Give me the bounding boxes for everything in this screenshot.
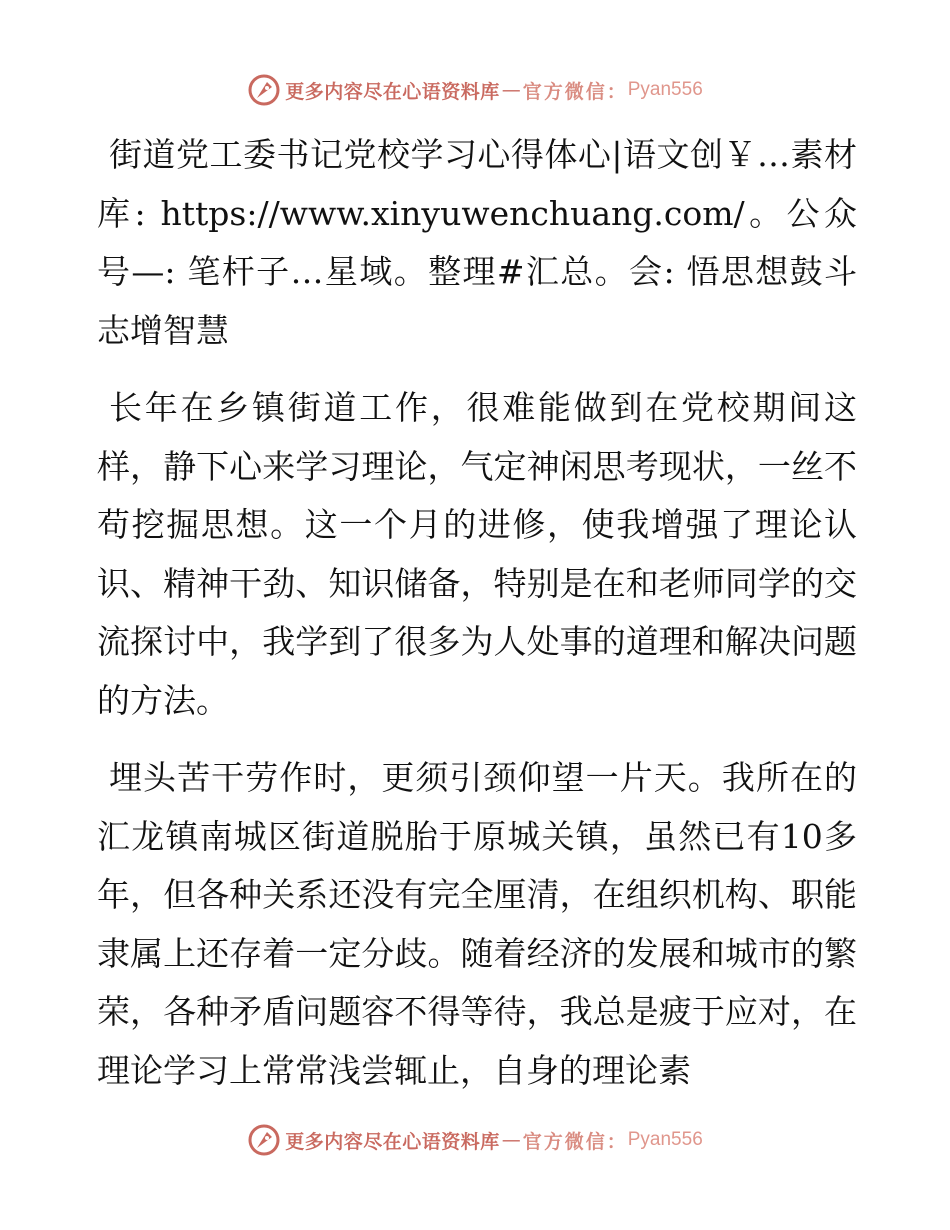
watermark-wechat-id: Pyan556 bbox=[627, 79, 703, 100]
header-watermark bbox=[0, 70, 950, 110]
paragraph: 埋头苦干劳作时，更须引颈仰望一片天。我所在的汇龙镇南城区街道脱胎于原城关镇，虽然已有10多年，但各种关系还没有完全厘清，在组织机构、职能隶属上还存着一定分歧。随着经济的发展和城市的繁荣，各种矛盾问题容不得等待，我总是疲于应对，在理论学习上常常浅尝辄止，自身的理论素 bbox=[97, 758, 857, 1090]
document-body bbox=[97, 126, 857, 1119]
watermark-separator: — bbox=[501, 1129, 521, 1151]
paragraph-title: 街道党工委书记党校学习心得体心|语文创￥…素材库: https://www.xinyuwenchuang.com/。公众号—: 笔杆子…星域。整理#汇总。会: 悟思想鼓斗志增智慧 bbox=[97, 135, 857, 350]
watermark-wechat-id: Pyan556 bbox=[627, 1129, 703, 1150]
watermark-wechat-label: 官方微信： bbox=[522, 80, 628, 103]
pen-nib-logo-icon bbox=[247, 1123, 281, 1157]
watermark-text: 更多内容尽在心语资料库 bbox=[285, 1130, 500, 1153]
watermark-text: 更多内容尽在心语资料库 bbox=[285, 80, 500, 103]
footer-watermark bbox=[0, 1120, 950, 1160]
pen-nib-logo-icon bbox=[247, 73, 281, 107]
watermark-wechat-label: 官方微信： bbox=[522, 1130, 628, 1153]
watermark-separator: — bbox=[501, 79, 521, 101]
paragraph: 长年在乡镇街道工作，很难能做到在党校期间这样，静下心来学习理论，气定神闲思考现状，一丝不苟挖掘思想。这一个月的进修，使我增强了理论认识、精神干劲、知识储备，特别是在和老师同学的交流探讨中，我学到了很多为人处事的道理和解决问题的方法。 bbox=[97, 388, 857, 720]
